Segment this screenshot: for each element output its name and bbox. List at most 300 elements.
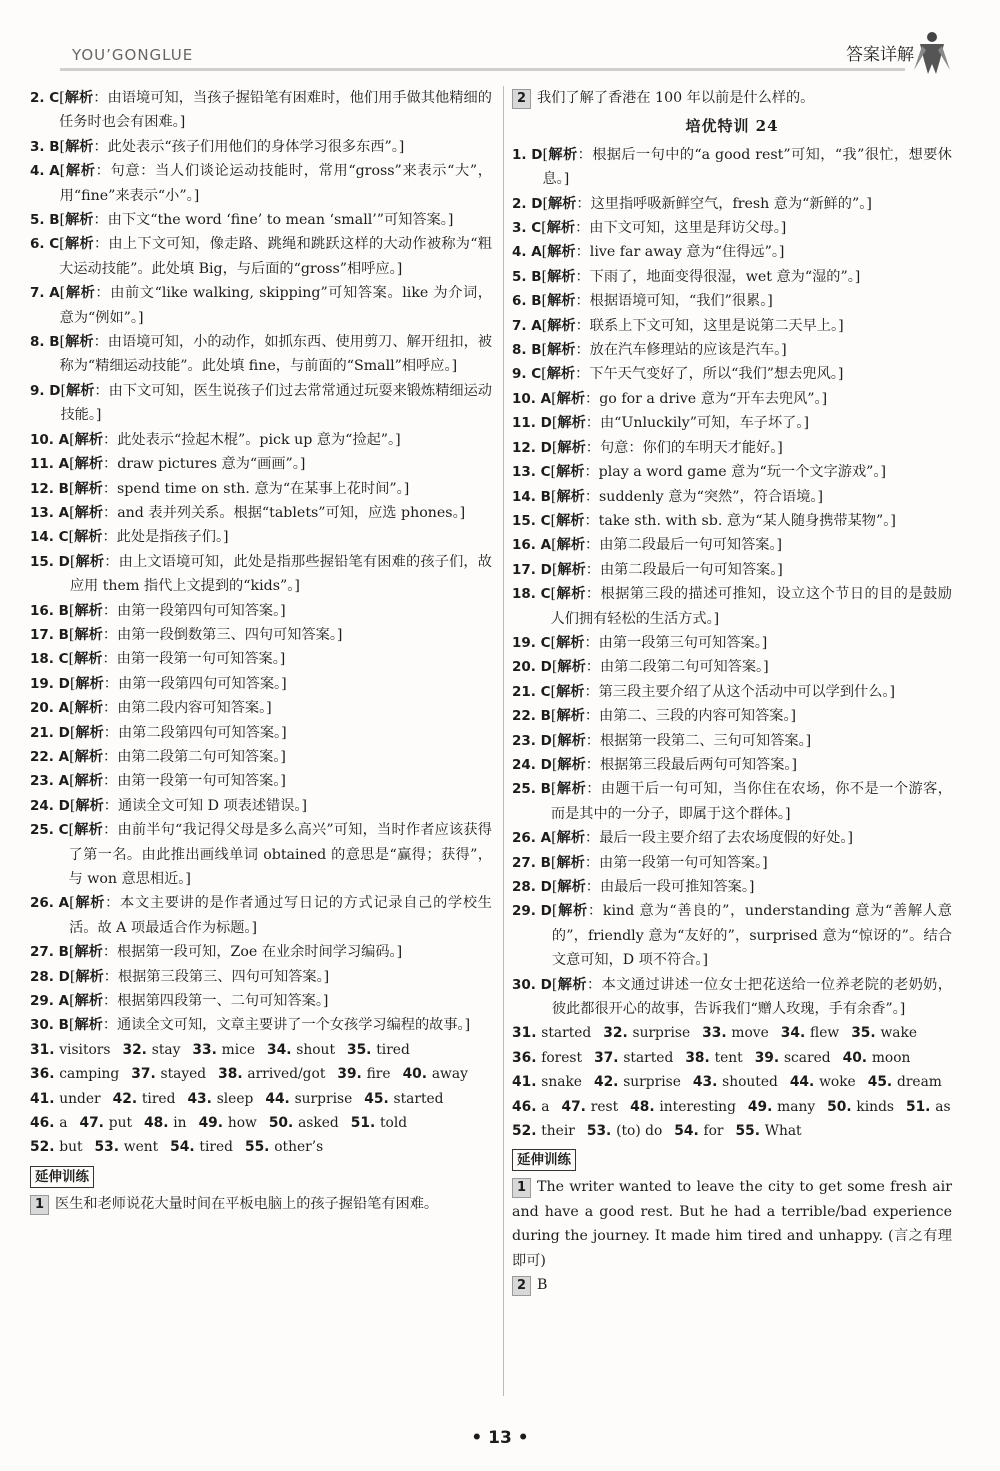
blank-number: 46. [512,1098,542,1115]
answer-item [30,135,492,159]
answer-item [30,281,492,330]
answer-explanation: [解析：根据第三段最后两句可知答案。] [551,756,798,773]
question-number-box: 2 [512,1276,531,1296]
answer-explanation: [解析：由题干后一句可知，当你住在农场，你不是一个游客，而是其中的一分子，即属于这个群体。] [550,781,952,822]
answer-item [30,672,492,696]
answer-number: 24. D [512,756,552,773]
answer-number: 9. D [30,382,61,399]
blank-number: 44. [265,1090,295,1107]
answer-item [30,599,492,623]
answer-item [512,655,952,679]
answer-explanation: [解析：本文主要讲的是作者通过写日记的方式记录自己的学校生活。故 A 项最适合作为标题。] [69,895,492,936]
answer-explanation: [解析：由“Unluckily”可知，车子坏了。] [551,415,809,432]
blank-word: forest [541,1049,583,1066]
answer-item [30,818,492,891]
answer-number: 19. C [512,634,551,651]
blank-number: 46. [30,1115,60,1132]
answer-number: 27. B [30,944,69,961]
answer-explanation: [解析：句意：当人们谈论运动技能时，常用“gross”来表示“大”，用“fine”来表示“小”。] [59,163,492,204]
answer-item [30,721,492,745]
blank-number: 53. [94,1139,124,1156]
answer-item [30,86,492,135]
answer-number: 16. B [30,602,69,619]
blank-number: 43. [187,1090,217,1107]
answer-explanation: [解析：由第一段第一句可知答案。] [68,651,286,668]
blank-word: many [777,1098,816,1115]
answer-explanation: [解析：根据第一段第二、三句可知答案。] [551,732,812,749]
blank-answers-row [512,1021,952,1045]
blank-word: for [703,1123,724,1140]
answer-number: 20. A [30,700,70,717]
blank-word: tired [376,1041,410,1058]
answer-number: 26. A [512,830,552,847]
blank-word: (to) do [616,1123,663,1140]
answer-number: 11. D [512,415,552,432]
analysis-tag: 解析 [547,146,578,163]
answer-explanation: [解析：由下文可知，这里是拜访父母。] [541,220,787,237]
blank-answers-row [30,1135,492,1159]
answer-item [512,509,952,533]
answer-explanation: [解析：由下文“the word ‘fine’ to mean ‘small’”可知答案。] [59,212,454,229]
answer-number: 23. D [512,732,552,749]
blank-word: in [173,1115,187,1132]
answer-item [30,232,492,281]
answer-explanation: [解析：由语境可知，当孩子握铅笔有困难时，他们用手做其他精细的任务时也会有困难。] [59,90,492,131]
answer-item [512,485,952,509]
blank-word: started [393,1090,444,1107]
analysis-tag: 解析 [74,626,103,643]
blank-word: away [431,1066,468,1083]
analysis-tag: 解析 [74,822,104,839]
page-header [0,0,1000,80]
analysis-tag: 解析 [546,220,576,237]
analysis-tag: 解析 [557,659,586,676]
answer-explanation: [解析：此处表示“孩子们用他们的身体学习很多东西”。] [59,138,405,155]
answer-item [512,729,952,753]
blank-word: surprise [294,1090,353,1107]
blank-word: their [541,1123,575,1140]
question-number-box: 2 [512,89,531,109]
answer-explanation: [解析：根据语境可知，“我们”很累。] [541,293,773,310]
blank-word: visitors [59,1041,111,1058]
answer-item [512,973,952,1022]
answer-item [512,265,952,289]
blank-number: 39. [754,1049,784,1066]
blank-word: shout [296,1041,335,1058]
answer-item [512,436,952,460]
blank-word: asked [298,1115,339,1132]
blank-word: move [731,1025,769,1042]
section-title: 培优特训 24 [685,117,779,136]
answer-item [30,550,492,599]
blank-word: how [227,1115,257,1132]
blank-word: woke [819,1074,856,1091]
answer-number: 5. B [30,212,60,229]
answer-item [30,379,492,428]
blank-word: tent [714,1049,743,1066]
answer-number: 28. D [512,879,552,895]
analysis-tag: 解析 [75,724,104,741]
blank-number: 32. [122,1041,152,1058]
answer-explanation: [解析：由第一段倒数第三、四句可知答案。] [68,626,343,643]
answer-explanation: [解析：本文通过讲述一位女士把花送给一位养老院的老奶奶，彼此都很开心的故事，告诉我们“赠人玫瑰，手有余香”。] [551,976,952,1018]
analysis-tag: 解析 [546,366,576,383]
answer-number: 14. B [512,488,551,505]
answer-explanation: [解析：由上文语境可知，此处是指那些握铅笔有困难的孩子们，故应用 them 指代上文提到的“kids”。] [69,553,492,595]
answer-explanation: [解析：suddenly 意为“突然”，符合语境。] [550,488,824,505]
answer-explanation: [解析：由第二段第二句可知答案。] [69,748,286,765]
blank-word: as [935,1098,951,1115]
analysis-tag: 解析 [74,480,103,497]
analysis-tag: 解析 [75,968,104,985]
answer-item [512,192,952,216]
answer-item [512,460,952,484]
analysis-tag: 解析 [557,415,586,432]
answer-explanation: [解析：句意：你们的车明天才能好。] [551,439,783,456]
answer-item [512,777,952,826]
answer-number: 2. D [512,195,543,212]
answer-explanation: [解析：最后一段主要介绍了去农场度假的好处。] [551,830,854,847]
answer-item [512,558,952,582]
answer-number: 22. B [512,708,551,725]
answer-explanation: [解析：由最后一段可推知答案。] [551,879,755,895]
blank-number: 41. [30,1090,60,1107]
answer-explanation: [解析：此处表示“捡起木棍”。pick up 意为“捡起”。] [69,431,401,448]
answer-number: 10. A [30,431,70,448]
blank-word: but [59,1139,83,1156]
blank-word: tired [141,1090,176,1107]
analysis-tag: 解析 [547,342,576,359]
answer-item [512,314,952,338]
question-number-box: 1 [30,1195,49,1215]
answer-item [512,143,952,192]
answer-explanation: [解析：由上下文可知，像走路、跳绳和跳跃这样的大动作被称为“粗大运动技能”。此处填 Big，与后面的“gross”相呼应。] [59,236,492,277]
blank-number: 39. [337,1066,367,1083]
blank-word: surprise [623,1074,681,1091]
answer-number: 24. D [30,797,70,814]
brand-text: YOU’GONGLUE [72,46,194,64]
answer-explanation: [解析：根据第三段的描述可推知，设立这个节日的目的是鼓励人们拥有轻松的生活方式。] [550,586,952,627]
blank-word: arrived/got [247,1066,326,1083]
blank-word: camping [59,1066,120,1083]
question-number-box: 1 [512,1178,531,1198]
answer-number: 22. A [30,748,70,765]
answer-number: 25. C [30,822,69,839]
answer-explanation: [解析：联系上下文可知，这里是说第二天早上。] [541,317,844,334]
blank-word: sleep [216,1090,254,1107]
answer-explanation: [解析：由语境可知，小的动作，如抓东西、使用剪刀、解开纽扣，被称为“精细运动技能”。此处填 fine，与前面的“Small”相呼应。] [59,334,492,375]
analysis-tag: 解析 [74,504,104,521]
analysis-tag: 解析 [556,488,585,505]
left-column [30,86,492,1216]
blank-number: 34. [780,1025,811,1042]
extension-answer: 2 B [512,1273,952,1297]
answer-explanation: [解析：由第一段第三句可知答案。] [550,634,768,651]
answer-item [30,525,492,549]
analysis-tag: 解析 [556,683,585,700]
answer-number: 17. D [512,561,552,578]
analysis-tag: 解析 [65,138,94,155]
blank-number: 38. [218,1066,248,1083]
answer-item [30,501,492,525]
right-column [512,86,952,1298]
answer-number: 14. C [30,529,69,546]
analysis-tag: 解析 [74,431,104,448]
answer-explanation: [解析：由第二段最后一句可知答案。] [551,537,783,554]
answer-number: 3. B [30,138,60,155]
blank-number: 45. [364,1090,394,1107]
answer-item [512,631,952,655]
analysis-tag: 解析 [557,903,588,920]
answer-explanation: [解析：由第一段第四句可知答案。] [69,675,287,692]
blank-number: 51. [905,1098,936,1115]
analysis-tag: 解析 [74,895,106,912]
blank-word: flew [810,1025,840,1042]
answer-number: 15. D [30,553,70,570]
blank-word: shouted [722,1074,778,1091]
analysis-tag: 解析 [547,268,576,285]
blank-answers-row [512,1095,952,1119]
answer-explanation: [解析：这里指呼吸新鲜空气，fresh 意为“新鲜的”。] [542,195,872,212]
analysis-tag: 解析 [75,553,105,570]
blank-number: 36. [30,1066,60,1083]
blank-number: 50. [827,1098,857,1115]
answer-explanation: [解析：根据第三段第三、四句可知答案。] [69,968,330,985]
answer-number: 28. D [30,968,70,985]
analysis-tag: 解析 [74,529,103,546]
answer-number: 27. B [512,854,551,871]
blank-number: 42. [112,1090,142,1107]
blank-number: 40. [402,1066,432,1083]
blank-number: 54. [674,1123,704,1140]
blank-answers-row [30,1062,492,1086]
blank-word: other’s [274,1139,324,1156]
answer-item [512,851,952,875]
answer-number: 25. B [512,781,551,798]
answer-number: 8. B [30,334,60,351]
analysis-tag: 解析 [556,464,585,481]
extension-training-label: 延伸训练 [512,1149,576,1171]
answer-number: 17. B [30,626,69,643]
answer-explanation: [解析：通读全文可知 D 项表述错误。] [69,797,308,814]
analysis-tag: 解析 [547,244,576,261]
blank-number: 48. [630,1098,660,1115]
blank-number: 45. [867,1074,897,1091]
answer-explanation: [解析：根据后一句中的“a good rest”可知，“我”很忙，想要休息。] [542,146,952,188]
answer-explanation: [解析：由第二段内容可知答案。] [69,700,272,717]
analysis-tag: 解析 [557,561,586,578]
answer-item [30,745,492,769]
blank-word: dream [896,1074,942,1091]
analysis-tag: 解析 [547,293,576,310]
answer-number: 9. C [512,366,542,383]
blank-answers-row [30,1087,492,1111]
blank-answers-row [30,1111,492,1135]
analysis-tag: 解析 [75,675,104,692]
blank-number: 35. [346,1041,377,1058]
blank-word: put [108,1115,132,1132]
blank-number: 42. [593,1074,624,1091]
analysis-tag: 解析 [556,512,585,529]
answer-item [30,891,492,940]
answer-number: 4. A [512,244,542,261]
page-number: • 13 • [471,1428,529,1448]
extension-answer: 1 The writer wanted to leave the city to get some fresh air and have a good rest. But he had a terrible/bad experience during the journey. It made him tired and unhappy. (言之有理即可) [512,1179,952,1269]
analysis-tag: 解析 [556,854,585,871]
blank-number: 38. [685,1049,715,1066]
blank-number: 31. [30,1041,60,1058]
answer-item [512,753,952,777]
blank-answers-row [30,1038,492,1062]
blank-number: 35. [851,1025,881,1042]
answer-explanation: [解析：go for a drive 意为“开车去兜风”。] [551,390,828,407]
answer-explanation: [解析：由第二段第二句可知答案。] [551,659,769,676]
answer-explanation: [解析：由第一段第一句可知答案。] [69,773,286,790]
answer-number: 29. D [512,903,552,920]
answer-explanation: [解析：放在汽车修理站的应该是汽车。] [541,342,787,359]
answer-item [512,289,952,313]
answer-number: 19. D [30,675,70,692]
blank-word: What [764,1123,802,1140]
blank-number: 53. [586,1123,617,1140]
blank-word: rest [590,1098,619,1115]
extension-answer: 1 医生和老师说花大量时间在平板电脑上的孩子握铅笔有困难。 [30,1192,492,1216]
blank-number: 37. [131,1066,161,1083]
answer-item [30,428,492,452]
answer-number: 21. C [512,683,551,700]
blank-word: started [541,1025,592,1042]
answer-item [30,769,492,793]
answer-number: 20. D [512,659,552,676]
blank-number: 52. [30,1139,60,1156]
answer-number: 3. C [512,220,542,237]
answer-item [512,216,952,240]
answer-item [512,411,952,435]
answer-item [512,680,952,704]
analysis-tag: 解析 [557,756,586,773]
analysis-tag: 解析 [74,700,104,717]
header-rule [60,68,905,71]
answer-number: 4. A [30,163,60,180]
answer-item [512,387,952,411]
answer-explanation: [解析：根据第四段第一、二句可知答案。] [69,993,329,1010]
answer-explanation: [解析：由前半句“我记得父母是多么高兴”可知，当时作者应该获得了第一名。由此推出画线单词 obtained 的意思是“赢得；获得”，与 won 意思相近。] [68,822,492,887]
answer-number: 15. C [512,512,551,529]
blank-word: wake [880,1025,918,1042]
answer-item [512,362,952,386]
blank-number: 36. [512,1049,542,1066]
blank-word: a [541,1098,550,1115]
analysis-tag: 解析 [556,830,586,847]
answer-number: 26. A [30,895,70,912]
blank-word: stay [151,1041,181,1058]
blank-number: 44. [789,1074,820,1091]
blank-word: scared [783,1049,831,1066]
answer-item [30,477,492,501]
analysis-tag: 解析 [65,285,96,302]
answer-item [512,338,952,362]
analysis-tag: 解析 [65,212,94,229]
answer-item [30,1013,492,1037]
analysis-tag: 解析 [557,879,586,895]
answer-item [512,826,952,850]
blank-number: 43. [692,1074,723,1091]
answer-item [512,582,952,631]
blank-number: 33. [192,1041,222,1058]
blank-number: 52. [512,1123,542,1140]
answer-item [30,940,492,964]
blank-number: 51. [350,1115,380,1132]
answer-explanation: [解析：此处是指孩子们。] [68,529,229,546]
blank-word: went [123,1139,159,1156]
analysis-tag: 解析 [64,90,94,106]
blank-answers-row [512,1046,952,1070]
analysis-tag: 解析 [556,781,587,798]
analysis-tag: 解析 [74,456,104,473]
analysis-tag: 解析 [65,163,96,180]
answer-explanation: [解析：draw pictures 意为“画画”。] [69,456,306,473]
analysis-tag: 解析 [65,334,94,351]
answer-item [512,875,952,899]
answer-item [30,989,492,1013]
answer-item [30,623,492,647]
answer-item [30,208,492,232]
blank-number: 54. [170,1139,200,1156]
blank-number: 40. [842,1049,872,1066]
answer-number: 12. B [30,480,69,497]
answer-item [512,899,952,972]
answer-number: 10. A [512,390,552,407]
blank-word: surprise [632,1025,691,1042]
analysis-tag: 解析 [547,317,576,334]
answer-explanation: [解析：play a word game 意为“玩一个文字游戏”。] [550,464,887,481]
answer-item [30,696,492,720]
answer-item [30,452,492,476]
answer-explanation: [解析：由第一段第四句可知答案。] [68,602,286,619]
blank-number: 49. [747,1098,778,1115]
analysis-tag: 解析 [74,773,104,790]
analysis-tag: 解析 [556,537,586,554]
blank-word: interesting [659,1098,736,1115]
blank-number: 33. [702,1025,732,1042]
blank-number: 47. [79,1115,109,1132]
answer-explanation: [解析：第三段主要介绍了从这个活动中可以学到什么。] [550,683,896,700]
answer-explanation: [解析：由第二段第四句可知答案。] [69,724,287,741]
blank-number: 55. [735,1123,765,1140]
extension-answer: 2 我们了解了香港在 100 年以前是什么样的。 [512,86,952,110]
blank-word: started [623,1049,674,1066]
answer-explanation: [解析：由前文“like walking, skipping”可知答案。like 为介词，意为“例如”。] [59,285,492,326]
blank-number: 55. [244,1139,275,1156]
analysis-tag: 解析 [557,732,586,749]
analysis-tag: 解析 [64,236,94,253]
analysis-tag: 解析 [74,748,104,765]
extension-training-label: 延伸训练 [30,1166,94,1188]
answer-explanation: [解析：由第二、三段的内容可知答案。] [550,708,797,725]
answer-number: 29. A [30,993,70,1010]
answer-explanation: [解析：live far away 意为“住得远”。] [541,244,785,261]
blank-word: kinds [856,1098,894,1115]
answer-explanation: [解析：kind 意为“善良的”，understanding 意为“善解人意的”，friendly 意为“友好的”，surprised 意为“惊讶的”。结合文意可知，D 项不符合。] [551,903,952,969]
answer-item [30,647,492,671]
blank-word: tired [199,1139,233,1156]
blank-number: 32. [603,1025,633,1042]
analysis-tag: 解析 [74,993,104,1010]
blank-word: fire [366,1066,391,1083]
answer-number: 2. C [30,90,60,106]
blank-number: 49. [198,1115,228,1132]
blank-word: a [59,1115,68,1132]
